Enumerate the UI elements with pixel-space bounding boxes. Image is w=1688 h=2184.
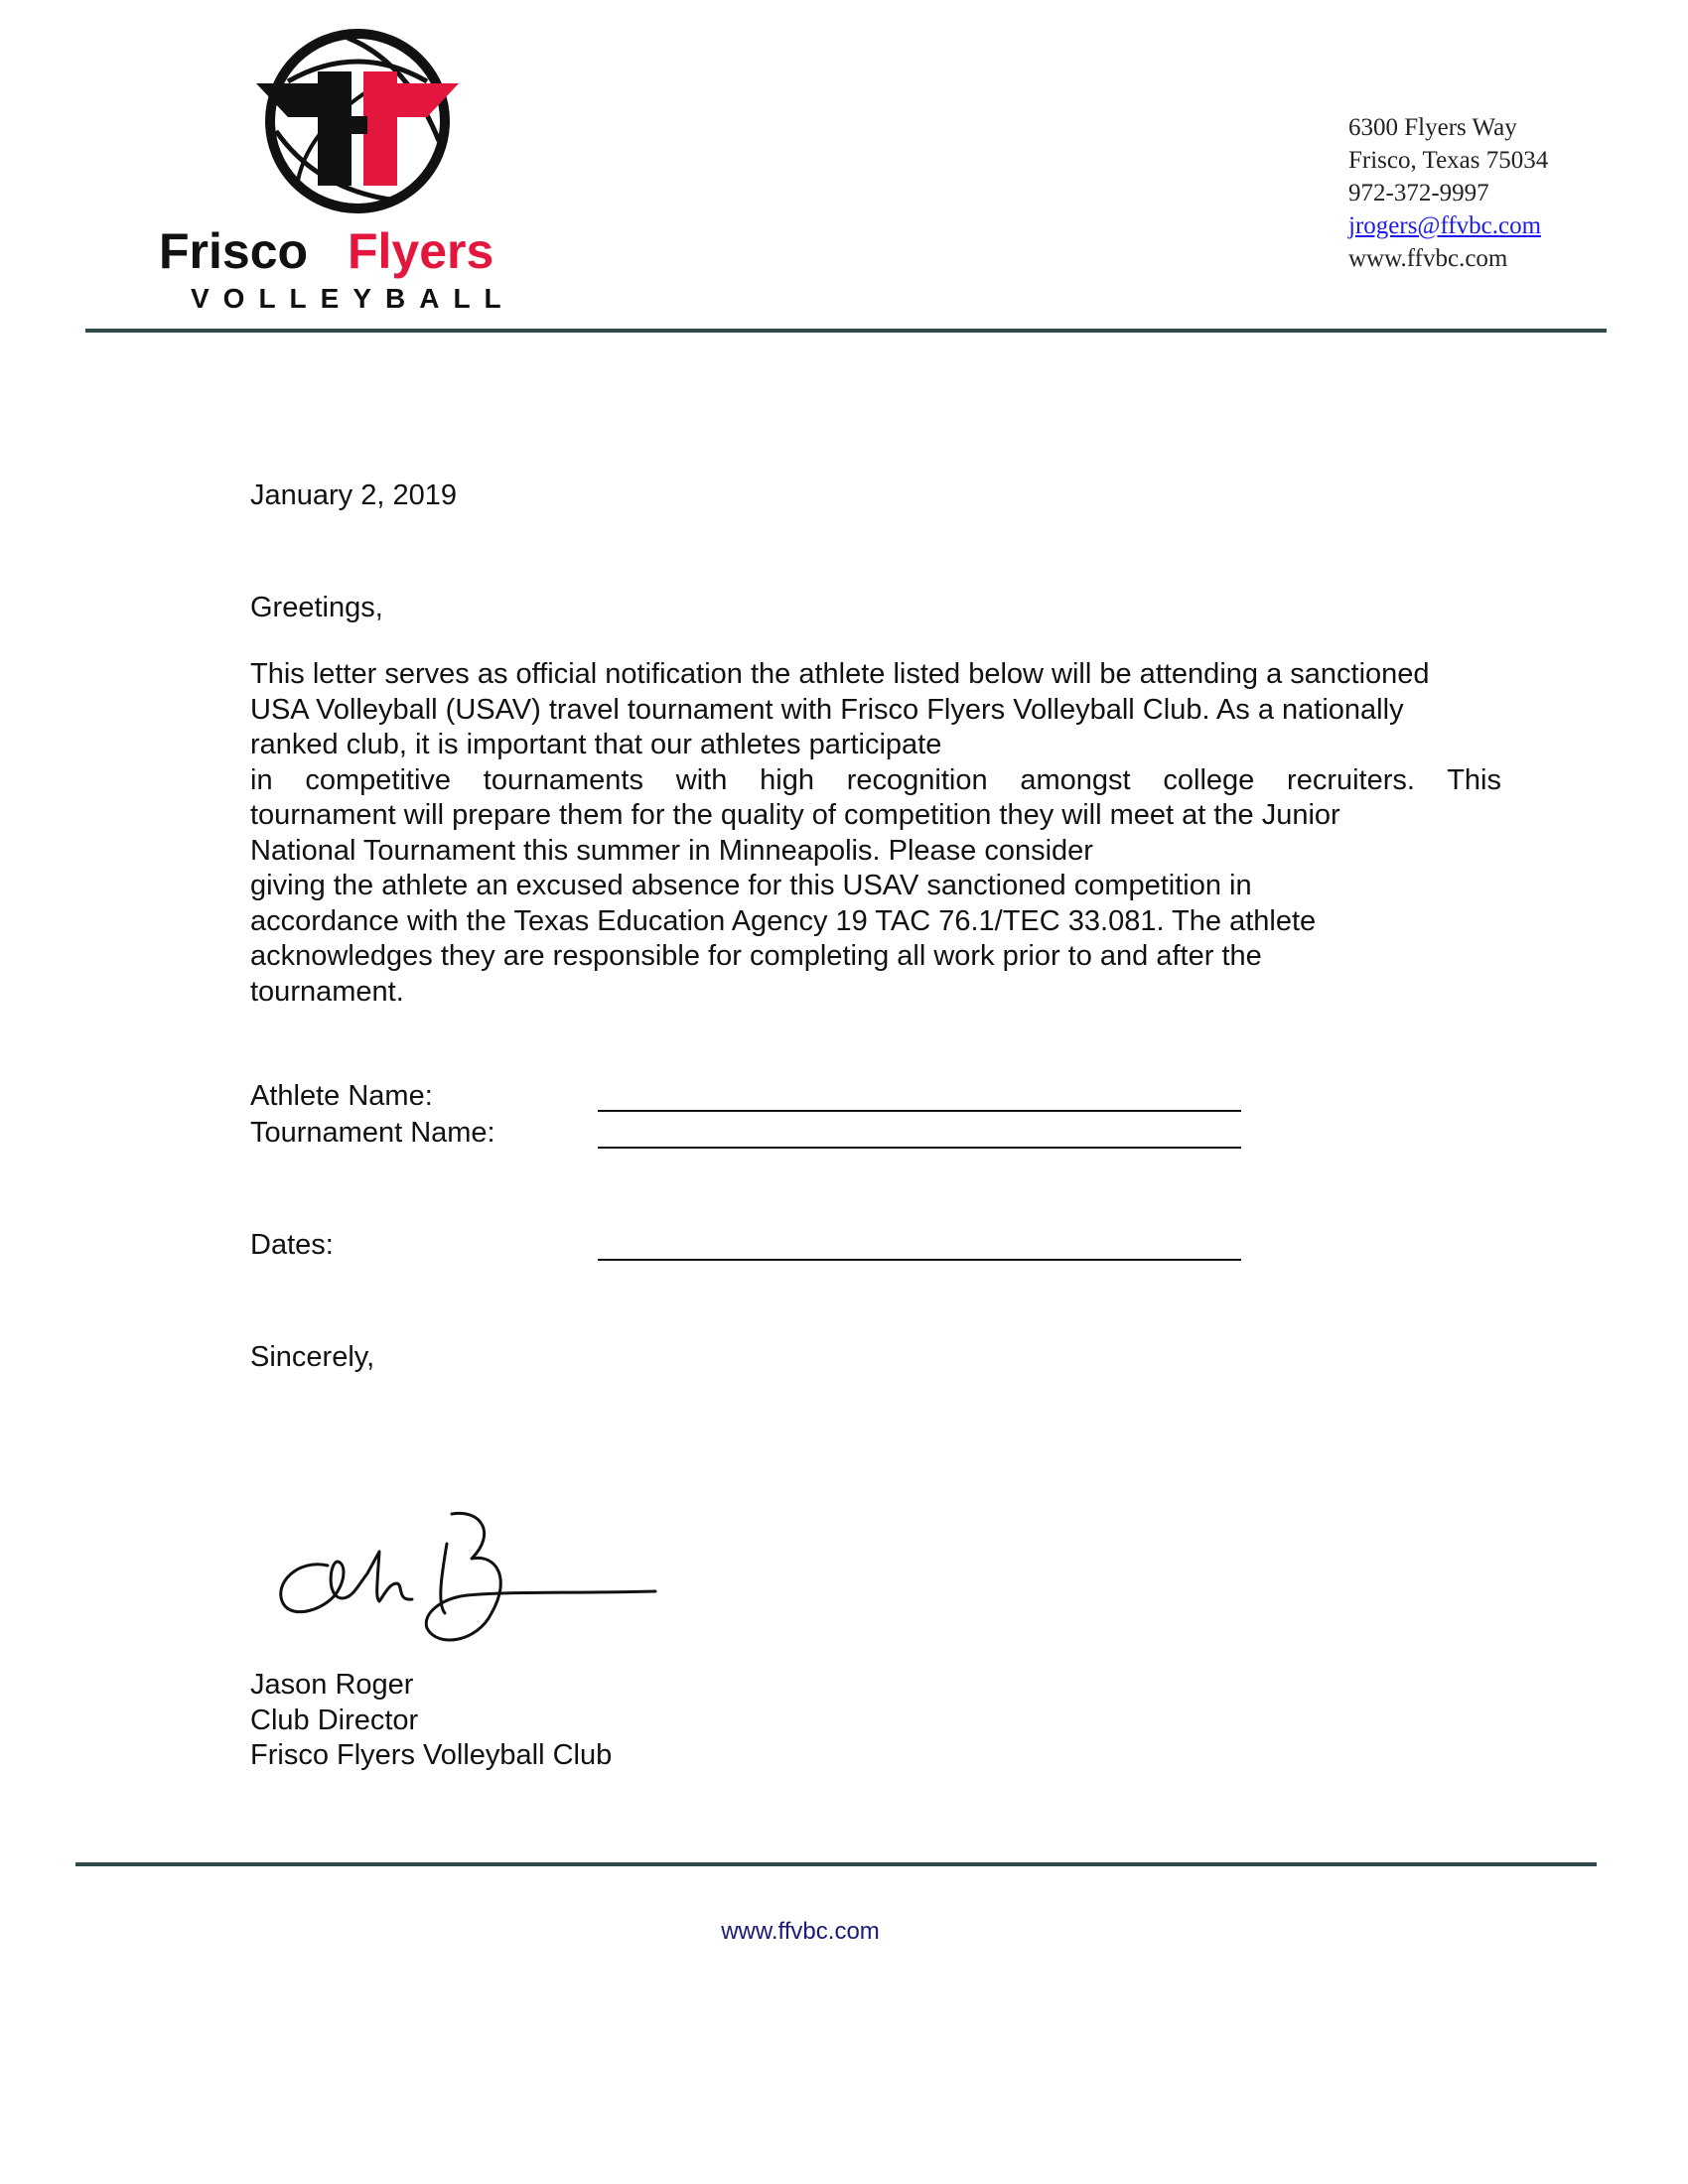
logo-text-frisco: Frisco: [159, 223, 309, 279]
body-line: giving the athlete an excused absence for this USAV sanctioned competition in: [250, 870, 1252, 901]
letter-date: January 2, 2019: [250, 479, 457, 511]
signer-title: Club Director: [250, 1704, 419, 1736]
signer-block: [250, 1668, 612, 1774]
contact-block: [1348, 111, 1548, 275]
contact-phone: 972-372-9997: [1348, 180, 1489, 206]
contact-city: Frisco, Texas 75034: [1348, 147, 1549, 174]
athlete-name-line[interactable]: [598, 1110, 1241, 1112]
body-line: ranked club, it is important that our athletes participate: [250, 729, 942, 760]
body-line: acknowledges they are responsible for completing all work prior to and after the: [250, 940, 1262, 972]
athlete-name-label: Athlete Name:: [250, 1080, 433, 1112]
body-line: tournament will prepare them for the quality of competition they will meet at the Junior: [250, 799, 1340, 831]
contact-website: www.ffvbc.com: [1348, 245, 1508, 272]
footer-divider: [75, 1862, 1597, 1866]
tournament-name-label: Tournament Name:: [250, 1117, 495, 1149]
handwritten-signature: [268, 1504, 665, 1663]
letter-body: [250, 657, 1501, 1010]
letter-greeting: Greetings,: [250, 592, 383, 623]
body-line: tournament.: [250, 975, 404, 1008]
dates-label: Dates:: [250, 1229, 334, 1261]
signer-name: Jason Roger: [250, 1669, 414, 1701]
contact-street: 6300 Flyers Way: [1348, 114, 1517, 141]
closing-sincerely: Sincerely,: [250, 1341, 375, 1373]
frisco-flyers-logo: [149, 22, 566, 310]
header-divider: [85, 329, 1607, 333]
body-line: USA Volleyball (USAV) travel tournament with Frisco Flyers Volleyball Club. As a nationally: [250, 693, 1404, 726]
logo-text-flyers: Flyers: [348, 223, 494, 279]
logo-text-volleyball: VOLLEYBALL: [191, 283, 515, 310]
signer-organization: Frisco Flyers Volleyball Club: [250, 1739, 613, 1771]
tournament-name-line[interactable]: [598, 1147, 1241, 1149]
body-line: in competitive tournaments with high recognition amongst college recruiters. This: [250, 763, 1501, 796]
footer-website-link[interactable]: www.ffvbc.com: [721, 1918, 880, 1945]
dates-line[interactable]: [598, 1259, 1241, 1261]
body-line: National Tournament this summer in Minneapolis. Please consider: [250, 834, 1093, 867]
body-line: accordance with the Texas Education Agency 19 TAC 76.1/TEC 33.081. The athlete: [250, 904, 1317, 937]
contact-email-link[interactable]: jrogers@ffvbc.com: [1348, 212, 1542, 239]
body-line: This letter serves as official notification the athlete listed below will be attending a sanctioned: [250, 658, 1430, 690]
